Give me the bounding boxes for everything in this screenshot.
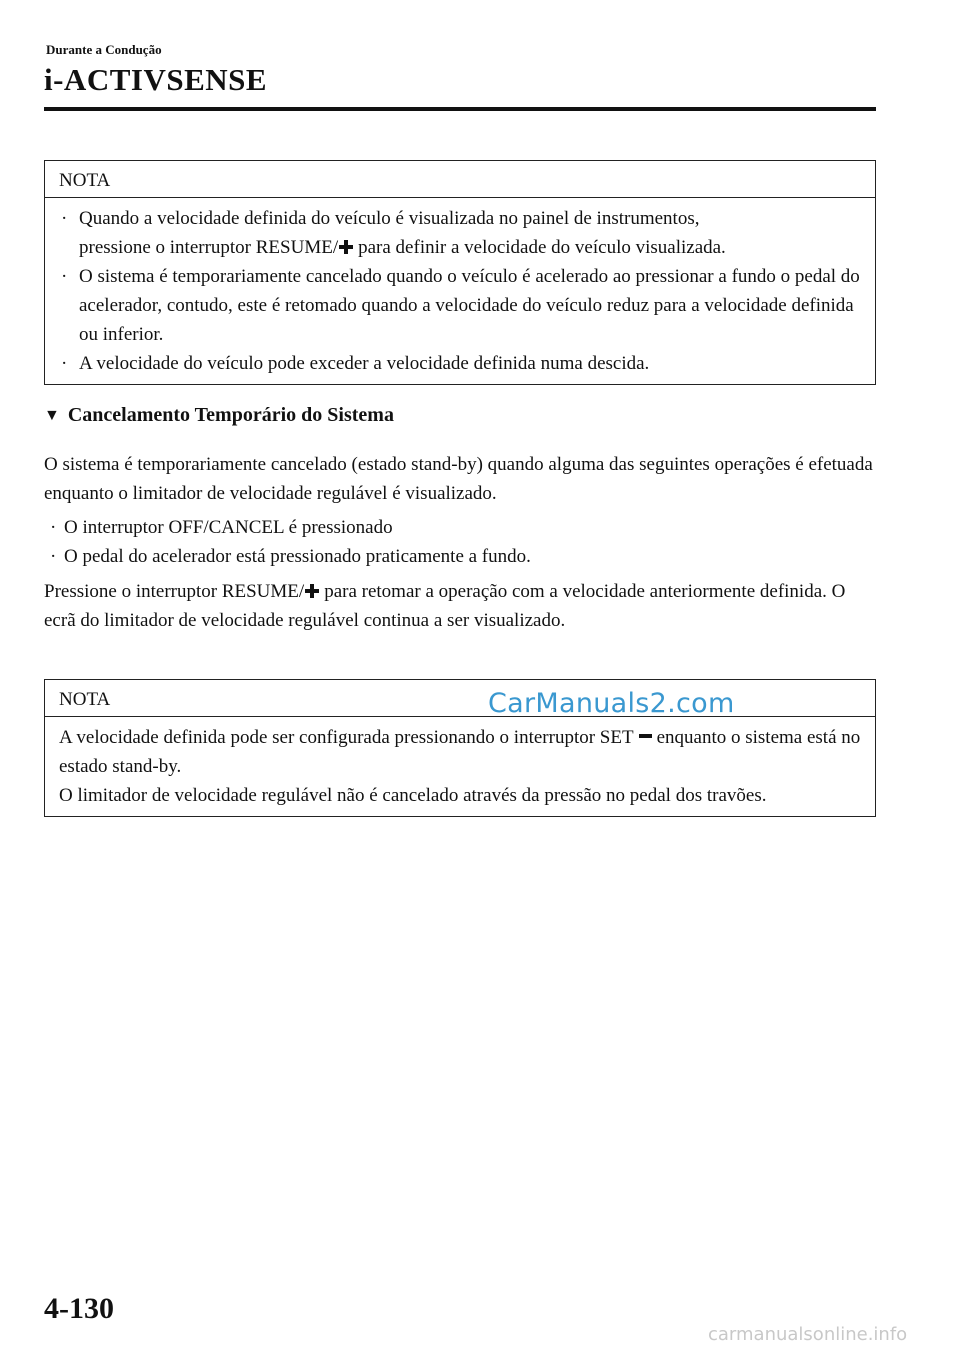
note-header bbox=[45, 680, 875, 717]
note-item-text: pressione o interruptor RESUME/ bbox=[79, 237, 339, 258]
section-heading bbox=[44, 404, 394, 427]
note-body bbox=[45, 198, 875, 384]
note-body bbox=[45, 717, 875, 816]
header-divider bbox=[44, 107, 876, 111]
list-item-text: O pedal do acelerador está pressionado praticamente a fundo. bbox=[64, 546, 531, 567]
note-item-text: A velocidade do veículo pode exceder a velocidade definida numa descida. bbox=[79, 353, 650, 374]
note-paragraph bbox=[59, 723, 861, 781]
note-heading: NOTA bbox=[59, 170, 111, 191]
section-heading-text: Cancelamento Temporário do Sistema bbox=[67, 404, 394, 426]
note-box-2 bbox=[44, 679, 876, 817]
note-item bbox=[59, 204, 861, 262]
bullet-dot: · bbox=[61, 208, 68, 229]
triangle-down-icon: ▼ bbox=[44, 407, 60, 424]
page-number: 4-130 bbox=[44, 1292, 114, 1325]
resume-text: Pressione o interruptor RESUME/ bbox=[44, 581, 305, 602]
note-paragraph: O limitador de velocidade regulável não é cancelado através da pressão no pedal dos travões. bbox=[59, 785, 767, 806]
note-item-text: O sistema é temporariamente cancelado quando o veículo é acelerado ao pressionar a fundo o pedal do acelerador, contudo, este é retomado quando a velocidade do veículo reduz para a velocidade definida ou inferior. bbox=[79, 266, 860, 345]
condition-list bbox=[50, 513, 870, 571]
list-item bbox=[50, 542, 870, 571]
note-item-text: para definir a velocidade do veículo visualizada. bbox=[358, 237, 726, 258]
resume-text: para retomar a operação com a velocidade anteriormente definida. O ecrã do limitador de velocidade regulável continua a ser visualizado. bbox=[44, 581, 846, 631]
note-item bbox=[59, 349, 861, 378]
watermark-logo: CarManuals2.com bbox=[488, 688, 735, 719]
note-box-1 bbox=[44, 160, 876, 385]
intro-paragraph: O sistema é temporariamente cancelado (estado stand-by) quando alguma das seguintes operações é efetuada enquanto o limitador de velocidade regulável é visualizado. bbox=[44, 454, 873, 504]
bullet-dot: · bbox=[50, 546, 57, 567]
bullet-dot: · bbox=[61, 353, 68, 374]
note-header bbox=[45, 161, 875, 198]
list-item bbox=[50, 513, 870, 542]
list-item-text: O interruptor OFF/CANCEL é pressionado bbox=[64, 517, 393, 538]
note-heading: NOTA bbox=[59, 689, 111, 710]
note-item-text: Quando a velocidade definida do veículo é visualizada no painel de instrumentos, bbox=[79, 208, 700, 229]
note-text: A velocidade definida pode ser configurada pressionando o interruptor SET bbox=[59, 727, 634, 748]
note-text: enquanto o sistema está no estado stand-by. bbox=[59, 727, 861, 777]
resume-paragraph bbox=[44, 577, 874, 635]
plus-icon bbox=[305, 584, 319, 598]
bullet-dot: · bbox=[61, 266, 68, 287]
page-title: i-ACTIVSENSE bbox=[44, 62, 268, 97]
breadcrumb: Durante a Condução bbox=[46, 42, 162, 57]
plus-icon bbox=[339, 240, 353, 254]
bullet-dot: · bbox=[50, 517, 57, 538]
minus-icon bbox=[639, 734, 652, 738]
note-item bbox=[59, 262, 861, 349]
footer-watermark: carmanualsonline.info bbox=[708, 1324, 908, 1345]
